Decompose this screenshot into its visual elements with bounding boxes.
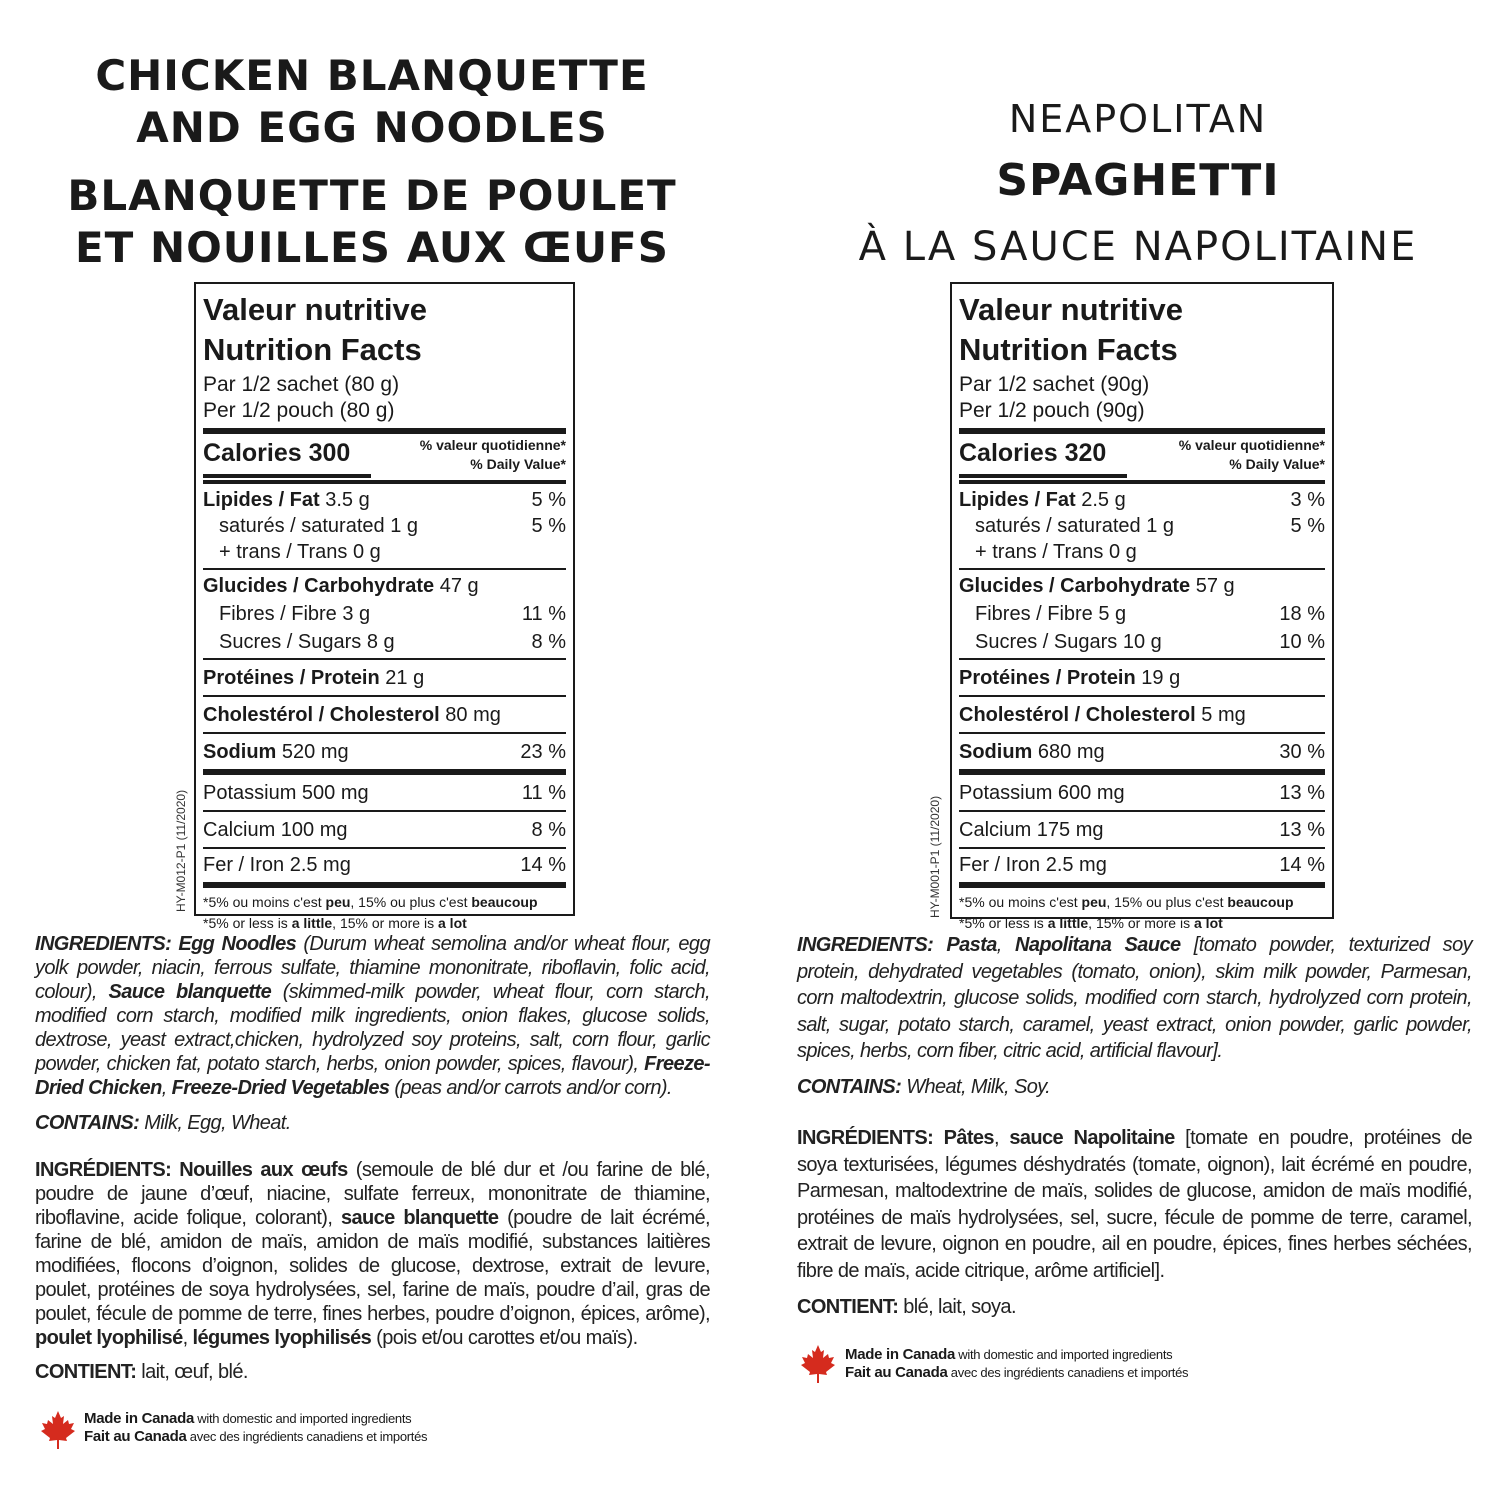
right-title-line2: SPAGHETTI <box>996 155 1280 206</box>
serving-size: Par 1/2 sachet (80 g) Per 1/2 pouch (80 g) <box>203 373 400 422</box>
right-contains-fr: CONTIENT: blé, lait, soya. <box>797 1296 1016 1318</box>
iron-row: Fer / Iron 2.5 mg 14 % <box>959 854 1325 876</box>
calcium-row: Calcium 100 mg 8 % <box>203 819 566 841</box>
carbohydrate-group: Glucides / Carbohydrate 57 g Fibres / Fibre 5 g 18 % Sucres / Sugars 10 g 10 % <box>959 575 1325 653</box>
right-product-code: HY-M001-P1 (11/2020) <box>928 795 942 918</box>
calcium-row: Calcium 175 mg 13 % <box>959 819 1325 841</box>
calories-row: Calories 320 % valeur quotidienne* % Daily Value* <box>959 434 1325 478</box>
left-title-fr: BLANQUETTE DE POULET ET NOUILLES AUX ŒUFS <box>67 171 677 272</box>
fat-group: Lipides / Fat 3.5 g 5 % saturés / saturated 1 g + trans / Trans 0 g 5 % <box>203 489 566 563</box>
carbohydrate-group: Glucides / Carbohydrate 47 g Fibres / Fibre 3 g 11 % Sucres / Sugars 8 g 8 % <box>203 575 566 653</box>
right-ingredients-fr: INGRÉDIENTS: Pâtes, sauce Napolitaine [tomate en poudre, protéines de soya texturisées, légumes déshydratés (tomate, oignon), lait écrémé en poudre, Parmesan, maltodextrine de maïs, solides de glucose, amidon de maïs modifié, protéines de maïs hydrolysées, sel, sucre, fécule de pomme de terre, caramel, extrait de levure, oignon en poudre, ail en poudre, épices, fines herbes séchées, fibre de maïs, acide citrique, arôme artificiel]. <box>797 1127 1472 1282</box>
serving-size: Par 1/2 sachet (90g) Per 1/2 pouch (90g) <box>959 373 1150 422</box>
potassium-row: Potassium 600 mg 13 % <box>959 782 1325 804</box>
daily-value-footnote: *5% ou moins c'est peu, 15% ou plus c'est beaucoup *5% or less is a little, 15% or more is a lot <box>203 894 538 931</box>
protein-row: Protéines / Protein 19 g <box>959 667 1181 689</box>
nutrition-heading: Valeur nutritive Nutrition Facts <box>959 292 1183 367</box>
right-title-line3: À LA SAUCE NAPOLITAINE <box>858 224 1418 270</box>
left-title-en: CHICKEN BLANQUETTE AND EGG NOODLES <box>95 51 649 152</box>
maple-leaf-icon <box>38 1410 78 1450</box>
right-title-line1: NEAPOLITAN <box>1008 97 1268 141</box>
sodium-row: Sodium 680 mg 30 % <box>959 741 1325 763</box>
cholesterol-row: Cholestérol / Cholesterol 5 mg <box>959 704 1246 726</box>
left-product-code: HY-M012-P1 (11/2020) <box>174 789 188 912</box>
fat-group: Lipides / Fat 2.5 g 3 % saturés / saturated 1 g + trans / Trans 0 g 5 % <box>959 489 1325 563</box>
nutrition-heading: Valeur nutritive Nutrition Facts <box>203 292 427 367</box>
potassium-row: Potassium 500 mg 11 % <box>203 782 566 804</box>
protein-row: Protéines / Protein 21 g <box>203 667 425 689</box>
cholesterol-row: Cholestérol / Cholesterol 80 mg <box>203 704 501 726</box>
right-nutrition-facts-table <box>950 282 1334 931</box>
sodium-row: Sodium 520 mg 23 % <box>203 741 566 763</box>
left-contains-en: CONTAINS: Milk, Egg, Wheat. <box>35 1112 291 1134</box>
left-contains-fr: CONTIENT: lait, œuf, blé. <box>35 1361 248 1383</box>
calories-row: Calories 300 % valeur quotidienne* % Daily Value* <box>203 434 566 478</box>
iron-row: Fer / Iron 2.5 mg 14 % <box>203 854 566 876</box>
daily-value-footnote: *5% ou moins c'est peu, 15% ou plus c'est beaucoup *5% or less is a little, 15% or more is a lot <box>959 894 1294 931</box>
left-made-in-canada: Made in Canada with domestic and imported ingredients Fait au Canada avec des ingrédients canadiens et importés <box>84 1410 428 1445</box>
left-ingredients-en: INGREDIENTS: Egg Noodles (Durum wheat semolina and/or wheat flour, egg yolk powder, niacin, ferrous sulfate, thiamine mononitrate, riboflavin, folic acid, colour), Sauce blanquette (skimmed-milk powder, wheat flour, corn starch, modified corn starch, modified milk ingredients, onion flakes, glucose solids, dextrose, yeast extract,chicken, hydrolyzed soy proteins, salt, corn flour, garlic powder, chicken fat, potato starch, herbs, onion powder, spices, flavour), Freeze-Dried Chicken, Freeze-Dried Vegetables (peas and/or carrots and/or corn). <box>35 933 710 1099</box>
right-contains-en: CONTAINS: Wheat, Milk, Soy. <box>797 1076 1051 1098</box>
maple-leaf-icon <box>798 1344 838 1384</box>
right-ingredients-en: INGREDIENTS: Pasta, Napolitana Sauce [tomato powder, texturized soy protein, dehydrated vegetables (tomato, onion), skim milk powder, Parmesan, corn maltodextrin, glucose solids, modified corn starch, hydrolyzed corn protein, salt, sugar, potato starch, caramel, yeast extract, onion powder, garlic powder, spices, herbs, corn fiber, citric acid, artificial flavour]. <box>797 934 1472 1062</box>
left-nutrition-facts-table <box>194 282 575 931</box>
right-made-in-canada: Made in Canada with domestic and imported ingredients Fait au Canada avec des ingrédients canadiens et importés <box>845 1346 1189 1381</box>
left-ingredients-fr: INGRÉDIENTS: Nouilles aux œufs (semoule de blé dur et /ou farine de blé, poudre de jaune d’œuf, niacine, sulfate ferreux, mononitrate de thiamine, riboflavine, acide folique, colorant), sauce blanquette (poudre de lait écrémé, farine de blé, amidon de maïs, amidon de maïs modifié, substances laitières modifiées, flocons d’oignon, solides de glucose, dextrose, extrait de levure, poulet, protéines de soya hydrolysées, sel, farine de maïs, poudre d’ail, gras de poulet, fécule de pomme de terre, fines herbes, poudre d’oignon, épices, arôme), poulet lyophilisé, légumes lyophilisés (pois et/ou carottes et/ou maïs). <box>35 1159 710 1349</box>
